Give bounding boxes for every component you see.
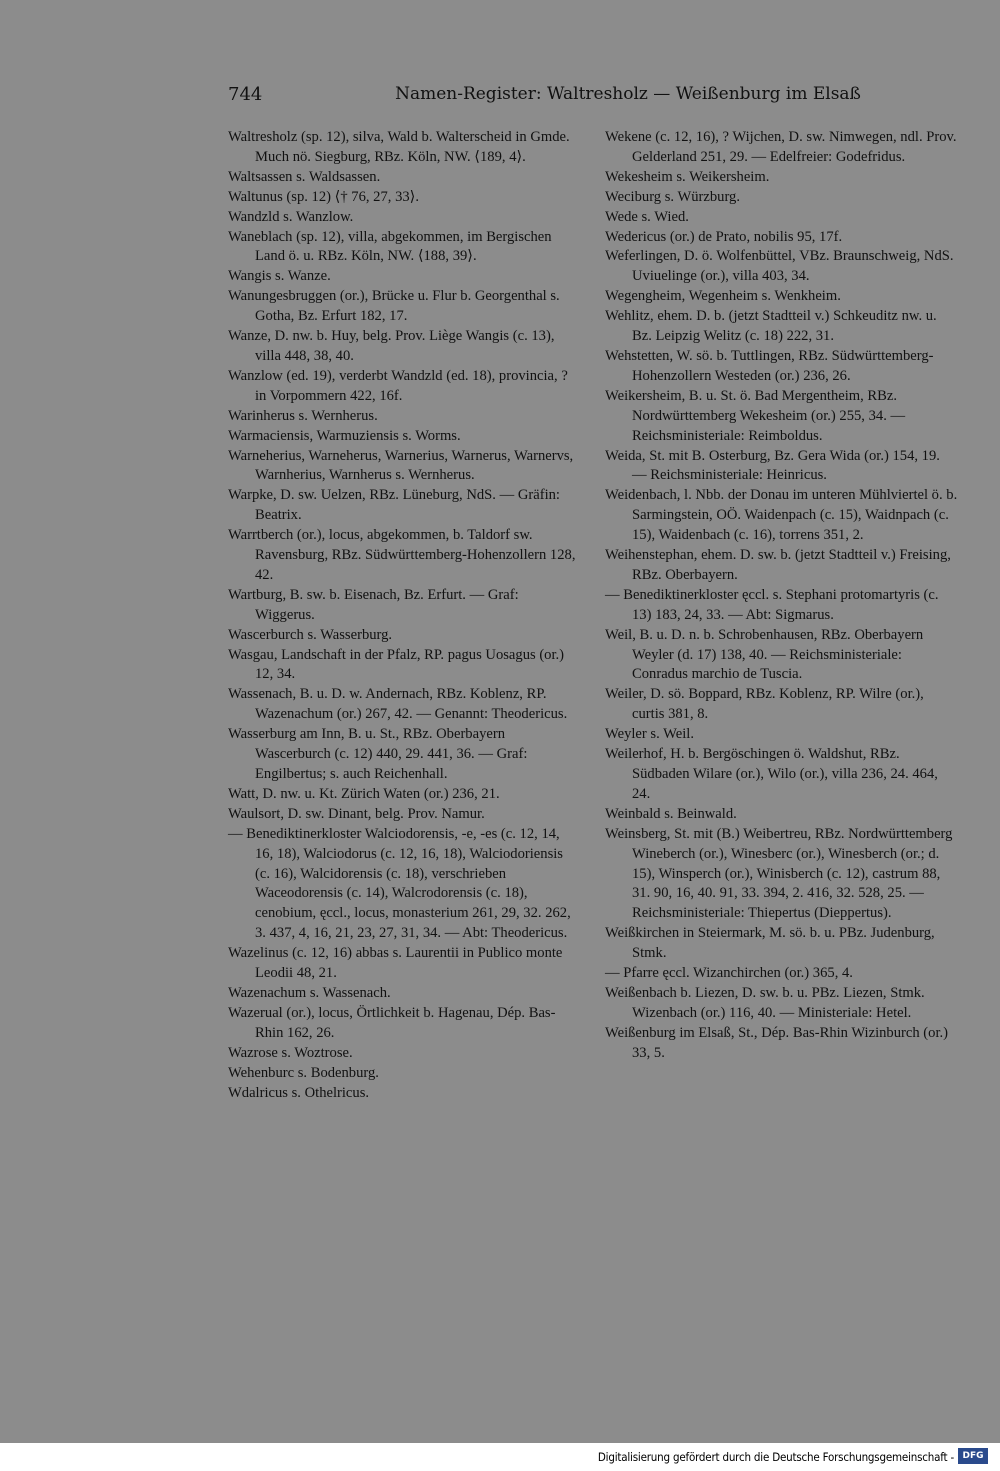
index-entry: Weferlingen, D. ö. Wolfenbüttel, VBz. Braunschweig, NdS. Uviuelinge (or.), villa 403, 34. (605, 248, 954, 285)
index-entry: Wegengheim, Wegenheim s. Wenkheim. (605, 288, 841, 305)
index-entry: Wekesheim s. Weikersheim. (605, 168, 770, 185)
index-entry: Wangis s. Wanze. (228, 268, 331, 285)
index-entry: Wehlitz, ehem. D. b. (jetzt Stadtteil v.) Schkeuditz nw. u. Bz. Leipzig Welitz (c. 18) 222, 31. (605, 308, 937, 345)
index-entry: Warinherus s. Wernherus. (228, 407, 378, 424)
dfg-logo: DFG (958, 1448, 988, 1464)
footer-bar (0, 1443, 1000, 1471)
index-entry: — Benediktinerkloster Walciodorensis, -e, -es (c. 12, 14, 16, 18), Walciodorus (c. 12, 16, 18), Walciodoriensis (c. 16), Walcidorensis (c. 18), verschrieben Waceodorensis (c. 14), Walcrodorensis (c. 18), cenobium, ęccl., locus, monasterium 261, 29, 32. 262, 3. 437, 4, 16, 21, 23, 27, 31, 34. — Abt: Theodericus. (228, 825, 571, 942)
index-entry: Wassenach, B. u. D. w. Andernach, RBz. Koblenz, RP. Wazenachum (or.) 267, 42. — Genannt: Theodericus. (228, 686, 568, 723)
index-entry: Wede s. Wied. (605, 208, 689, 225)
index-entry: Wasgau, Landschaft in der Pfalz, RP. pagus Uosagus (or.) 12, 34. (228, 646, 565, 683)
right-column (605, 128, 958, 1064)
index-entry: Wanzlow (ed. 19), verderbt Wandzld (ed. 18), provincia, ? in Vorpommern 422, 16f. (228, 367, 568, 404)
index-entry: Waulsort, D. sw. Dinant, belg. Prov. Namur. (228, 805, 485, 822)
index-entry: Warneherius, Warneherus, Warnerius, Warnerus, Warnervs, Warnherius, Warnherus s. Wernherus. (228, 447, 574, 484)
page-number: 744 (228, 84, 263, 105)
index-entry: Weida, St. mit B. Osterburg, Bz. Gera Wida (or.) 154, 19. — Reichsministeriale: Heinricus. (605, 447, 940, 484)
index-entry: Wazenachum s. Wassenach. (228, 984, 391, 1001)
index-entry: Warrtberch (or.), locus, abgekommen, b. Taldorf sw. Ravensburg, RBz. Südwürttemberg-Hohenzollern 128, 42. (228, 527, 576, 583)
index-entry: Weihenstephan, ehem. D. sw. b. (jetzt Stadtteil v.) Freising, RBz. Oberbayern. (605, 547, 951, 583)
index-entry: Wedericus (or.) de Prato, nobilis 95, 17f. (605, 228, 843, 245)
index-entry: Wdalricus s. Othelricus. (228, 1084, 370, 1101)
index-entry: Weyler s. Weil. (605, 726, 694, 743)
index-entry: Waneblach (sp. 12), villa, abgekommen, im Bergischen Land ö. u. RBz. Köln, NW. ⟨188, 39⟩. (228, 228, 552, 265)
index-entry: Waltresholz (sp. 12), silva, Wald b. Walterscheid in Gmde. Much nö. Siegburg, RBz. Köln, NW. ⟨189, 4⟩. (228, 129, 570, 165)
index-entry: Wandzld s. Wanzlow. (228, 208, 354, 225)
index-entry: Wazelinus (c. 12, 16) abbas s. Laurentii in Publico monte Leodii 48, 21. (228, 945, 563, 982)
index-entry: Weinsberg, St. mit (B.) Weibertreu, RBz. Nordwürttemberg Wineberch (or.), Winesberc (or.), Winesberch (or.; d. 15), Winsperch (or.), Winisberch (c. 12), castrum 88, 31. 90, 16, 40. 91, 33. 394, 2. 416, 32. 528, 25. — Reichsministeriale: Thiepertus (Dieppertus). (605, 825, 953, 922)
index-entry: Weinbald s. Beinwald. (605, 805, 737, 822)
index-entry: Weil, B. u. D. n. b. Schrobenhausen, RBz. Oberbayern Weyler (d. 17) 138, 40. — Reichsministeriale: Conradus marchio de Tuscia. (605, 626, 924, 683)
left-column (228, 128, 580, 1103)
index-entry: Weikersheim, B. u. St. ö. Bad Mergentheim, RBz. Nordwürttemberg Wekesheim (or.) 255, 34. — Reichsministeriale: Reimboldus. (605, 387, 906, 444)
index-entry: Waltunus (sp. 12) ⟨† 76, 27, 33⟩. (228, 188, 420, 205)
index-entry: Wazrose s. Woztrose. (228, 1044, 353, 1061)
index-entry: Wartburg, B. sw. b. Eisenach, Bz. Erfurt. — Graf: Wiggerus. (228, 586, 519, 623)
index-entry: Warpke, D. sw. Uelzen, RBz. Lüneburg, NdS. — Gräfin: Beatrix. (228, 487, 560, 524)
index-entry: Wekene (c. 12, 16), ? Wijchen, D. sw. Nimwegen, ndl. Prov. Gelderland 251, 29. — Edelfreier: Godefridus. (605, 129, 957, 165)
page-header (228, 84, 958, 112)
index-entry: Wehstetten, W. sö. b. Tuttlingen, RBz. Südwürttemberg-Hohenzollern Westeden (or.) 236, 26. (605, 347, 934, 384)
index-entry: Weißkirchen in Steiermark, M. sö. b. u. PBz. Judenburg, Stmk. (605, 925, 935, 962)
index-entry: Waltsassen s. Waldsassen. (228, 168, 381, 185)
index-entry: Weißenbach b. Liezen, D. sw. b. u. PBz. Liezen, Stmk. Wizenbach (or.) 116, 40. — Ministeriale: Hetel. (605, 984, 925, 1021)
index-entry: — Benediktinerkloster ęccl. s. Stephani protomartyris (c. 13) 183, 24, 33. — Abt: Sigmarus. (605, 586, 939, 623)
index-entry: Wanungesbruggen (or.), Brücke u. Flur b. Georgenthal s. Gotha, Bz. Erfurt 182, 17. (228, 288, 560, 325)
index-entry: Weißenburg im Elsaß, St., Dép. Bas-Rhin Wizinburch (or.) 33, 5. (605, 1024, 949, 1061)
index-entry: Weiler, D. sö. Boppard, RBz. Koblenz, RP. Wilre (or.), curtis 381, 8. (605, 686, 924, 723)
index-entry: Weidenbach, l. Nbb. der Donau im unteren Mühlviertel ö. b. Sarmingstein, OÖ. Waidenpach (c. 15), Waidnpach (c. 15), Waidenbach (c. 16), torrens 351, 2. (605, 487, 958, 544)
index-entry: Warmaciensis, Warmuziensis s. Worms. (228, 427, 461, 444)
index-entry: Wanze, D. nw. b. Huy, belg. Prov. Liège Wangis (c. 13), villa 448, 38, 40. (228, 328, 555, 364)
index-entry: Wehenburc s. Bodenburg. (228, 1064, 379, 1081)
index-entry: — Pfarre ęccl. Wizanchirchen (or.) 365, 4. (605, 965, 853, 982)
funding-notice: Digitalisierung gefördert durch die Deutsche Forschungsgemeinschaft - (597, 1450, 954, 1464)
index-entry: Weciburg s. Würzburg. (605, 188, 741, 205)
index-entry: Wasserburg am Inn, B. u. St., RBz. Oberbayern Wascerburch (c. 12) 440, 29. 441, 36. — Graf: Engilbertus; s. auch Reichenhall. (228, 726, 528, 782)
page-title: Namen-Register: Waltresholz — Weißenburg im Elsaß (395, 84, 861, 104)
index-entry: Wazerual (or.), locus, Örtlichkeit b. Hagenau, Dép. Bas-Rhin 162, 26. (228, 1004, 556, 1041)
index-entry: Watt, D. nw. u. Kt. Zürich Waten (or.) 236, 21. (228, 785, 500, 802)
index-entry: Weilerhof, H. b. Bergöschingen ö. Waldshut, RBz. Südbaden Wilare (or.), Wilo (or.), villa 236, 24. 464, 24. (605, 746, 938, 802)
index-entry: Wascerburch s. Wasserburg. (228, 626, 393, 643)
